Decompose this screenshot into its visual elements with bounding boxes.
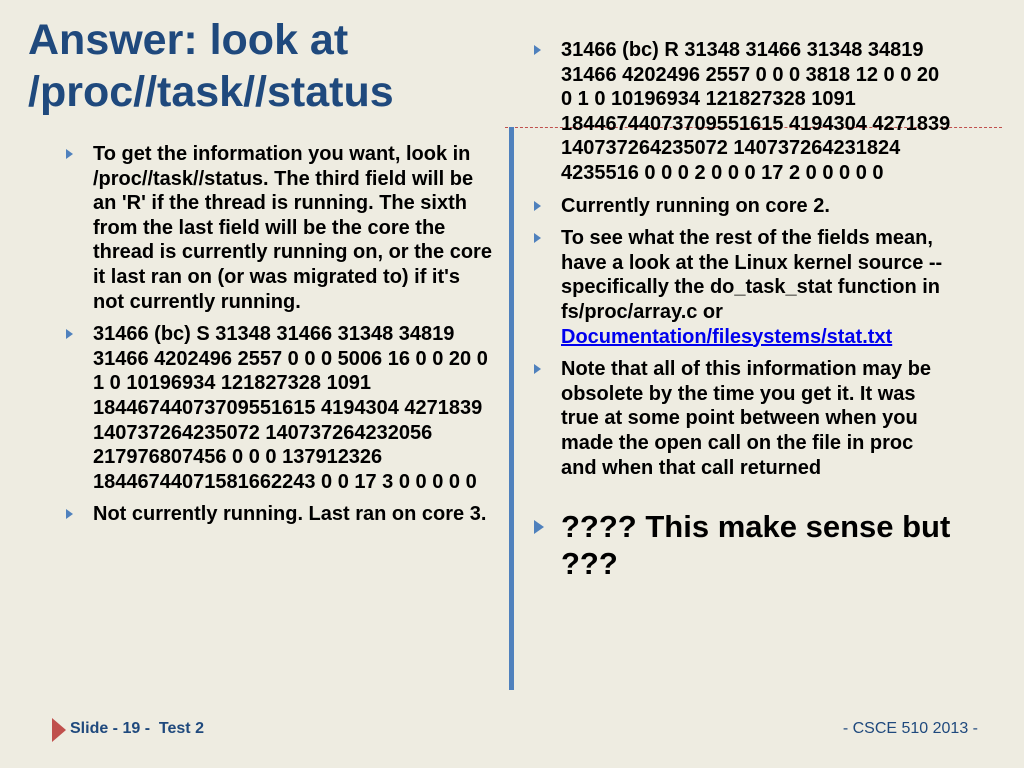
bullet-text: Not currently running. Last ran on core 3. <box>93 503 487 526</box>
triangle-bullet-icon <box>534 201 541 211</box>
bullet-text: ???? This make sense but ??? <box>561 509 951 582</box>
bullet-text: Currently running on core 2. <box>561 194 830 217</box>
bullet-text: Note that all of this information may be obsolete by the time you get it. It was true at some point between when you made the open call on the file in proc and when that call returned <box>561 358 932 479</box>
slide-number-label: Slide - 19 - Test 2 <box>70 720 204 737</box>
triangle-bullet-icon <box>534 45 541 55</box>
list-item <box>534 508 954 582</box>
list-item <box>534 194 954 219</box>
triangle-bullet-icon <box>534 233 541 243</box>
course-label: - CSCE 510 2013 - <box>842 720 978 737</box>
stat-documentation-link[interactable]: Documentation/filesystems/stat.txt <box>561 325 893 348</box>
bullet-text: To get the information you want, look in /proc//task//status. The third field will be an 'R' if the thread is running. The sixth from the last field will be the core the thread is currently running on, or the core it last ran on (or was migrated to) if it's not currently running. <box>93 143 492 313</box>
bullet-text: 31466 (bc) R 31348 31466 31348 34819 31466 4202496 2557 0 0 0 3818 12 0 0 20 0 1 0 10196934 121827328 1091 18446744073709551615 4194304 4271839 140737264235072 140737264231824 4235516 0 0 0 2 0 0 0 17 2 0 0 0 0 0 <box>561 39 951 184</box>
bullet-text: 31466 (bc) S 31348 31466 31348 34819 31466 4202496 2557 0 0 0 5006 16 0 0 20 0 1 0 10196934 121827328 1091 18446744073709551615 4194304 4271839 140737264235072 140737264232056 217976807456 0 0 0 137912326 18446744071581662243 0 0 17 3 0 0 0 0 0 <box>93 323 488 493</box>
left-bullet-list <box>66 142 496 535</box>
triangle-arrow-icon <box>52 718 66 742</box>
bullet-text: To see what the rest of the fields mean, have a look at the Linux kernel source -- specifically the do_task_stat function in fs/proc/array.c or <box>561 227 943 323</box>
triangle-bullet-icon <box>534 520 544 534</box>
list-item <box>66 322 496 494</box>
triangle-bullet-icon <box>66 329 73 339</box>
list-item <box>534 38 954 186</box>
list-item <box>534 357 954 480</box>
triangle-bullet-icon <box>534 364 541 374</box>
column-divider <box>509 127 514 690</box>
slide-title: Answer: look at /proc//task//status <box>28 16 394 116</box>
right-bullet-list <box>534 38 954 590</box>
list-item <box>534 226 954 349</box>
list-item <box>66 142 496 314</box>
triangle-bullet-icon <box>66 149 73 159</box>
triangle-bullet-icon <box>66 509 73 519</box>
list-item <box>66 502 496 527</box>
